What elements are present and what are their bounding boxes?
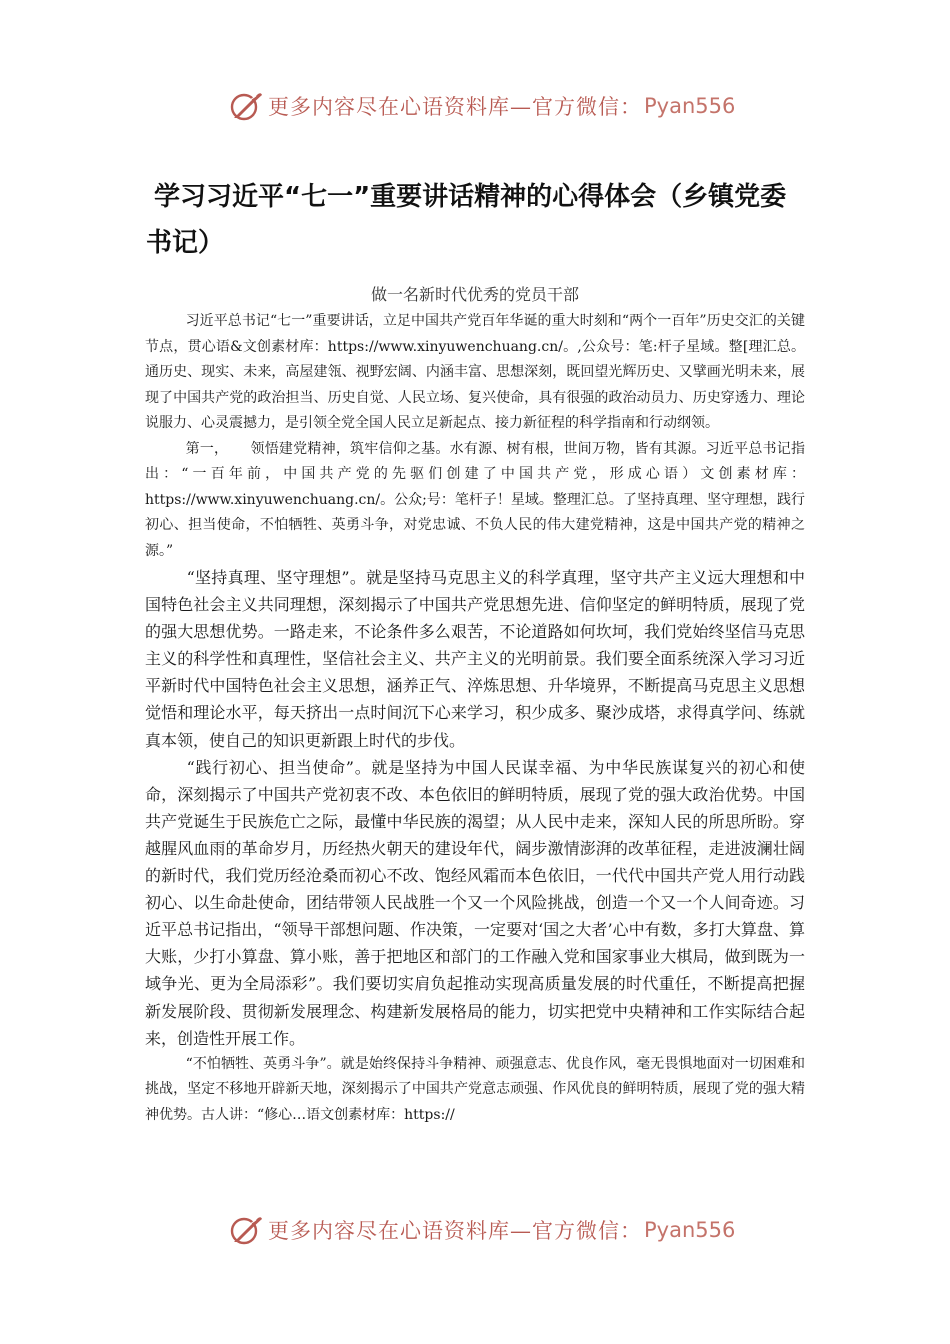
banner-slogan: 更多内容尽在心语资料库—官方微信：	[268, 95, 642, 119]
document-subtitle: 做一名新时代优秀的党员干部	[370, 285, 579, 304]
header-banner	[228, 86, 735, 126]
paragraph-original-mission: “践行初心、担当使命”。就是坚持为中国人民谋幸福、为中华民族谋复兴的初心和使命，深刻揭示了中国共产党初衷不改、本色依旧的鲜明特质，展现了党的强大政治优势。中国共产党诞生于民族危亡之际，最懂中华民族的渴望；从人民中走来，深知人民的所思所盼。穿越腥风血雨的革命岁月，历经热火朝天的建设年代，阔步激情澎湃的改革征程，走进波澜壮阔的新时代，我们党历经沧桑而初心不改、饱经风霜而本色依旧，一代代中国共产党人用行动践初心、以生命赴使命，团结带领人民战胜一个又一个风险挑战，创造一个又一个人间奇迹。习近平总书记指出，“领导干部想问题、作决策，一定要对‘国之大者’心中有数，多打大算盘、算大账，少打小算盘、算小账，善于把地区和部门的工作融入党和国家事业大棋局，做到既为一域争光、更为全局添彩”。我们要切实肩负起推动实现高质量发展的时代重任，不断提高把握新发展阶段、贯彻新发展理念、构建新发展格局的能力，切实把党中央精神和工作实际结合起来，创造性开展工作。	[145, 757, 805, 1048]
wechat-id: Pyan556	[644, 1218, 736, 1242]
footer-banner	[228, 1210, 735, 1250]
paragraph-first-point	[145, 437, 805, 565]
paragraph-truth-ideals: “坚持真理、坚守理想”。就是坚持马克思主义的科学真理，坚守共产主义远大理想和中国特色社会主义共同理想，深刻揭示了中国共产党思想先进、信仰坚定的鲜明特质，展现了党的强大思想优势。一路走来，不论条件多么艰苦，不论道路如何坎坷，我们党始终坚信马克思主义的科学性和真理性，坚信社会主义、共产主义的光明前景。我们要全面系统深入学习习近平新时代中国特色社会主义思想，涵养正气、淬炼思想、升华境界，不断提高马克思主义思想觉悟和理论水平，每天挤出一点时间沉下心来学习，积少成多、聚沙成塔，求得真学问、练就真本领，使自己的知识更新跟上时代的步伐。	[145, 568, 805, 750]
document-body	[145, 309, 805, 1128]
wechat-id: Pyan556	[644, 94, 736, 118]
first-point-label: 第一，	[185, 440, 229, 457]
quill-logo-icon	[228, 1212, 264, 1248]
paragraph-struggle: “不怕牺牲、英勇斗争”。就是始终保持斗争精神、顽强意志、优良作风，毫无畏惧地面对一切困难和挑战，坚定不移地开辟新天地，深刻揭示了中国共产党意志顽强、作风优良的鲜明特质，展现了党的强大精神优势。古人讲：“修心…语文创素材库：https://	[145, 1055, 805, 1123]
banner-slogan: 更多内容尽在心语资料库—官方微信：	[268, 1219, 642, 1243]
quill-logo-icon	[228, 88, 264, 124]
paragraph-intro: 习近平总书记“七一”重要讲话，立足中国共产党百年华诞的重大时刻和“两个一百年”历史交汇的关键节点，贯心语&文创素材库：https://www.xinyuwenchuang.cn/。,公众号：笔:杆子星域。整[理汇总。通历史、现实、未来，高屋建瓴、视野宏阔、内涵丰富、思想深刻，既回望光辉历史、又擘画光明未来，展现了中国共产党的政治担当、历史自觉、人民立场、复兴使命，具有很强的政治动员力、历史穿透力、理论说服力、心灵震撼力，是引领全党全国人民立足新起点、接力新征程的科学指南和行动纲领。	[145, 313, 805, 431]
first-point-text: 领悟建党精神，筑牢信仰之基。水有源、树有根，世间万物，皆有其源。习近平总书记指出：“一百年前，中国共产党的先驱们创建了中国共产党，形成心语）文创素材库：https://www.xinyuwenchuang.cn/。公众;号：笔杆子！星域。整理汇总。了坚持真理、坚守理想，践行初心、担当使命，不怕牺牲、英勇斗争，对党忠诚、不负人民的伟大建党精神，这是中国共产党的精神之源。”	[145, 440, 805, 559]
document-title: 学习习近平“七一”重要讲话精神的心得体会（乡镇党委书记）	[146, 182, 787, 258]
